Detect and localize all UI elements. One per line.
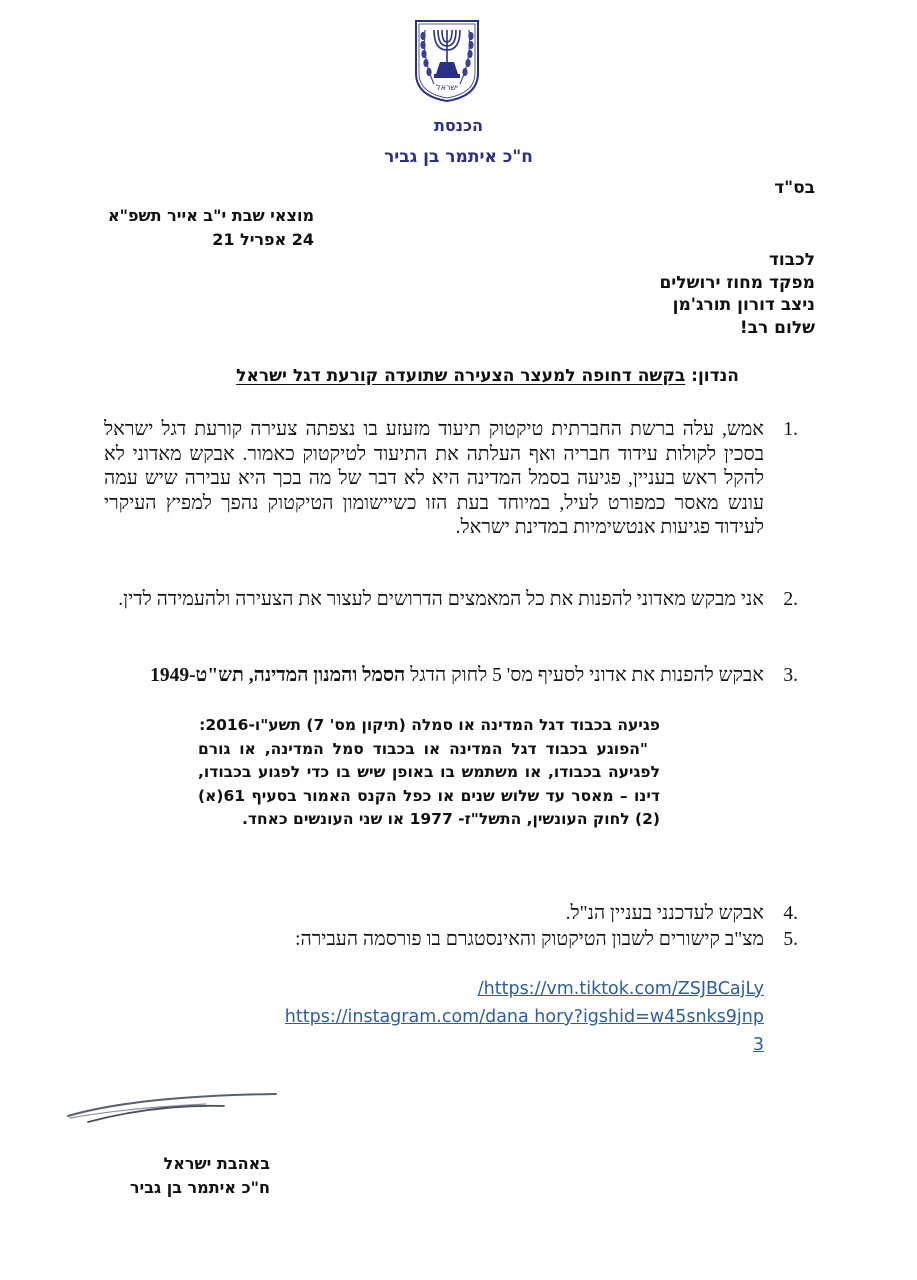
item-text: מצ"ב קישורים לשבון הטיקטוק והאינסטגרם בו פורסמה העבירה:: [295, 929, 764, 950]
item-text: אני מבקש מאדוני להפנות את כל המאמצים הדרושים לעצור את הצעירה ולהעמידה לדין.: [118, 589, 764, 610]
hebrew-date: מוצאי שבת י"ב אייר תשפ"א: [108, 206, 315, 225]
signer-name: ח"כ איתמר בן גביר: [129, 1178, 270, 1197]
recipient-block: [659, 249, 815, 339]
item-text: אבקש להפנות את אדוני לסעיף מס' 5 לחוק הדגל: [410, 665, 764, 686]
quote-title: פגיעה בכבוד דגל המדינה או סמלה (תיקון מס' 7) תשע"ו-2016:: [199, 716, 660, 734]
gregorian-date: 24 אפריל 21: [212, 230, 315, 249]
instagram-link[interactable]: https://instagram.com/dana hory?igshid=w45snks9jnp: [284, 1007, 764, 1027]
law-name: הסמל והמנון המדינה, תש"ט-1949: [150, 665, 406, 686]
item-text: אבקש לעדכנני בעניין הנ"ל.: [565, 903, 764, 924]
subject-text: בקשה דחופה למעצר הצעירה שתועדה קורעת דגל ישראל: [236, 366, 686, 386]
item-text: אמש, עלה ברשת החברתית טיקטוק תיעוד מזעזע בו נצפתה צעירה קורעת דגל ישראל בסכין לקולות עידוד חבריה ואף העלתה את התיעוד לטיקטוק כאמור. אבקש מאדוני לא להקל ראש בעניין, פגיעה בסמל המדינה היא לא דבר של מה בכך היא עבירה שיש עמה עונש מאסר כמפורט לעיל, במיוחד בעת הזו כשיישומון הטיקטוק נהפך למפיץ העיקרי לעידוד פגיעות אנטשימיות במדינת ישראל.: [104, 419, 764, 538]
member-name-header: ח"כ איתמר בן גביר: [384, 147, 533, 167]
recipient-line: שלום רב!: [739, 317, 815, 338]
law-quote: [198, 714, 660, 832]
quote-body: "הפוגע בכבוד דגל המדינה או בכבוד סמל המדינה, או גורם לפגיעה בכבודו, או משתמש בו באופן שיש בו כדי לפגוע בכבודו, דינו – מאסר עד שלוש שנים או כפל הקנס האמור בסעיף 61(א)(2) לחוק העונשין, התשל"ז- 1977 או שני העונשים כאחד.: [198, 739, 660, 828]
closing-greeting: באהבת ישראל: [163, 1154, 270, 1173]
date-block: [108, 204, 314, 252]
closing-block: [100, 1152, 270, 1200]
list-item: [104, 902, 798, 927]
item-number: 3.: [783, 665, 798, 686]
organization-name: הכנסת: [433, 116, 484, 135]
recipient-line: לכבוד: [768, 250, 815, 270]
item-number: 4.: [783, 903, 798, 924]
list-item: [104, 418, 798, 541]
evidence-links: [104, 975, 764, 1059]
item-number: 1.: [783, 419, 798, 440]
signature-icon: [66, 1088, 281, 1128]
tiktok-link[interactable]: /https://vm.tiktok.com/ZSJBCajLy: [477, 979, 764, 999]
recipient-line: מפקד מחוז ירושלים: [659, 272, 815, 293]
recipient-line: ניצב דורון תורג'מן: [672, 295, 815, 315]
instagram-link-continued[interactable]: 3: [752, 1035, 764, 1055]
state-emblem-icon: [412, 18, 482, 103]
svg-text:ישראל: ישראל: [436, 83, 458, 92]
list-item: [104, 928, 798, 953]
item-number: 2.: [783, 589, 798, 610]
subject-label: הנדון:: [691, 366, 739, 386]
subject-line: [236, 366, 739, 386]
bsd-heading: בס"ד: [774, 178, 815, 198]
list-item: [104, 664, 798, 689]
list-item: [104, 588, 798, 613]
item-number: 5.: [783, 929, 798, 950]
